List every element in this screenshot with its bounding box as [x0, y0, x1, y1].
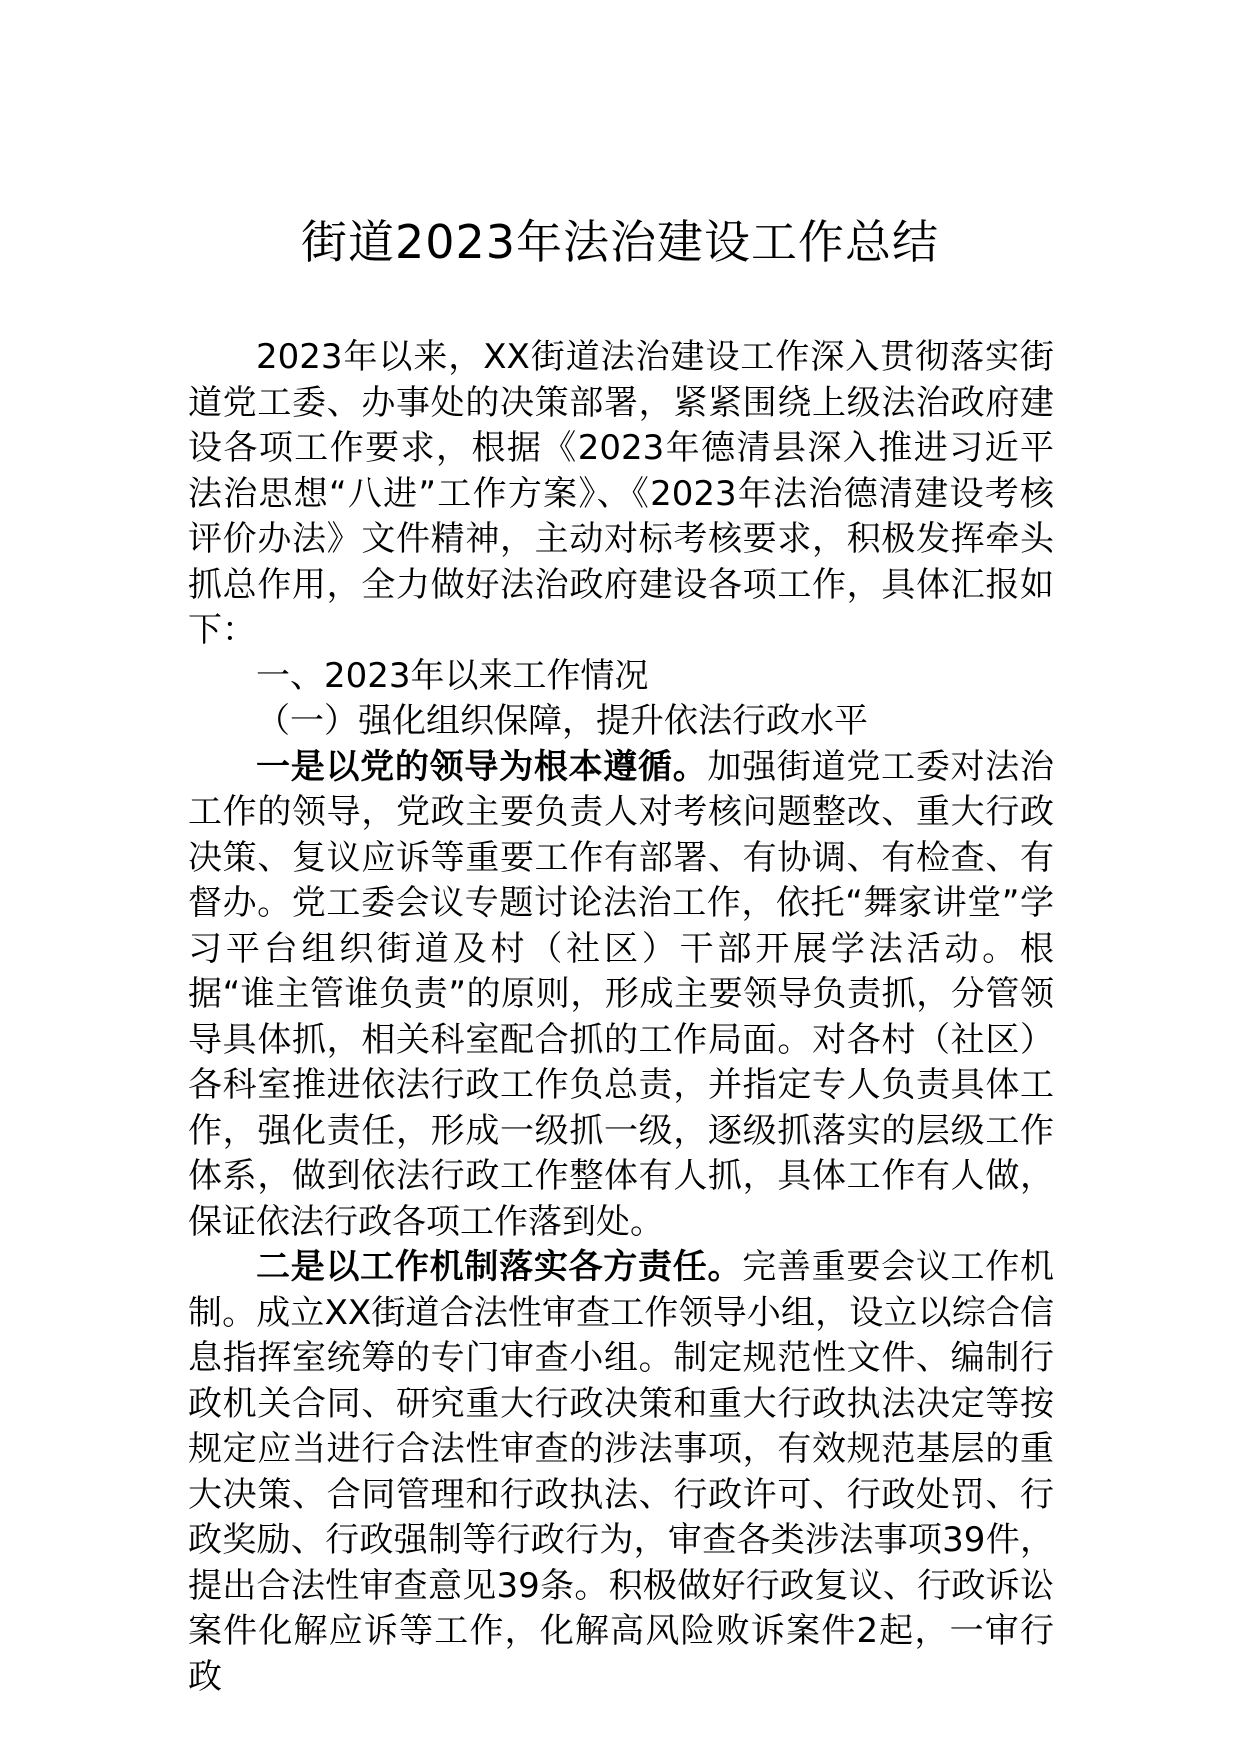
paragraph-text: 完善重要会议工作机制。成立XX街道合法性审查工作领导小组，设立以综合信息指挥室统筹的专门审查小组。制定规范性文件、编制行政机关合同、研究重大行政决策和重大行政执法决定等按规定应当进行合法性审查的涉法事项，有效规范基层的重大决策、合同管理和行政执法、行政许可、行政处罚、行政奖励、行政强制等行政行为，审查各类涉法事项39件，提出合法性审查意见39条。积极做好行政复议、行政诉讼案件化解应诉等工作，化解高风险败诉案件2起，一审行政 — [188, 1247, 1055, 1697]
intro-text: 2023年以来，XX街道法治建设工作深入贯彻落实街道党工委、办事处的决策部署，紧紧围绕上级法治政府建设各项工作要求，根据《2023年德清县深入推进习近平法治思想“八进”工作方案》、《2023年法治德清建设考核评价办法》文件精神，主动对标考核要求，积极发挥牵头抓总作用，全力做好法治政府建设各项工作，具体汇报如下： — [188, 337, 1054, 650]
subsection-heading-1 — [188, 699, 1054, 745]
intro-paragraph — [188, 335, 1054, 654]
paragraph-text: 加强街道党工委对法治工作的领导，党政主要负责人对考核问题整改、重大行政决策、复议应诉等重要工作有部署、有协调、有检查、有督办。党工委会议专题讨论法治工作，依托“舞家讲堂”学习平台组织街道及村（社区）干部开展学法活动。根据“谁主管谁负责”的原则，形成主要领导负责抓，分管领导具体抓，相关科室配合抓的工作局面。对各村（社区）各科室推进依法行政工作负总责，并指定专人负责具体工作，强化责任，形成一级抓一级，逐级抓落实的层级工作体系，做到依法行政工作整体有人抓，具体工作有人做，保证依法行政各项工作落到处。 — [188, 746, 1055, 1242]
section-heading-1 — [188, 654, 1054, 700]
paragraph-lead: 二是以工作机制落实各方责任。 — [256, 1247, 743, 1287]
paragraph-work-mechanism — [188, 1245, 1054, 1700]
section-heading-text: 一、2023年以来工作情况 — [256, 655, 649, 696]
document-body — [188, 335, 1054, 1700]
document-title: 街道2023年法治建设工作总结 — [300, 215, 940, 269]
paragraph-party-leadership — [188, 745, 1054, 1246]
subsection-heading-text: （一）强化组织保障，提升依法行政水平 — [256, 701, 868, 741]
paragraph-lead: 一是以党的领导为根本遵循。 — [256, 746, 708, 787]
